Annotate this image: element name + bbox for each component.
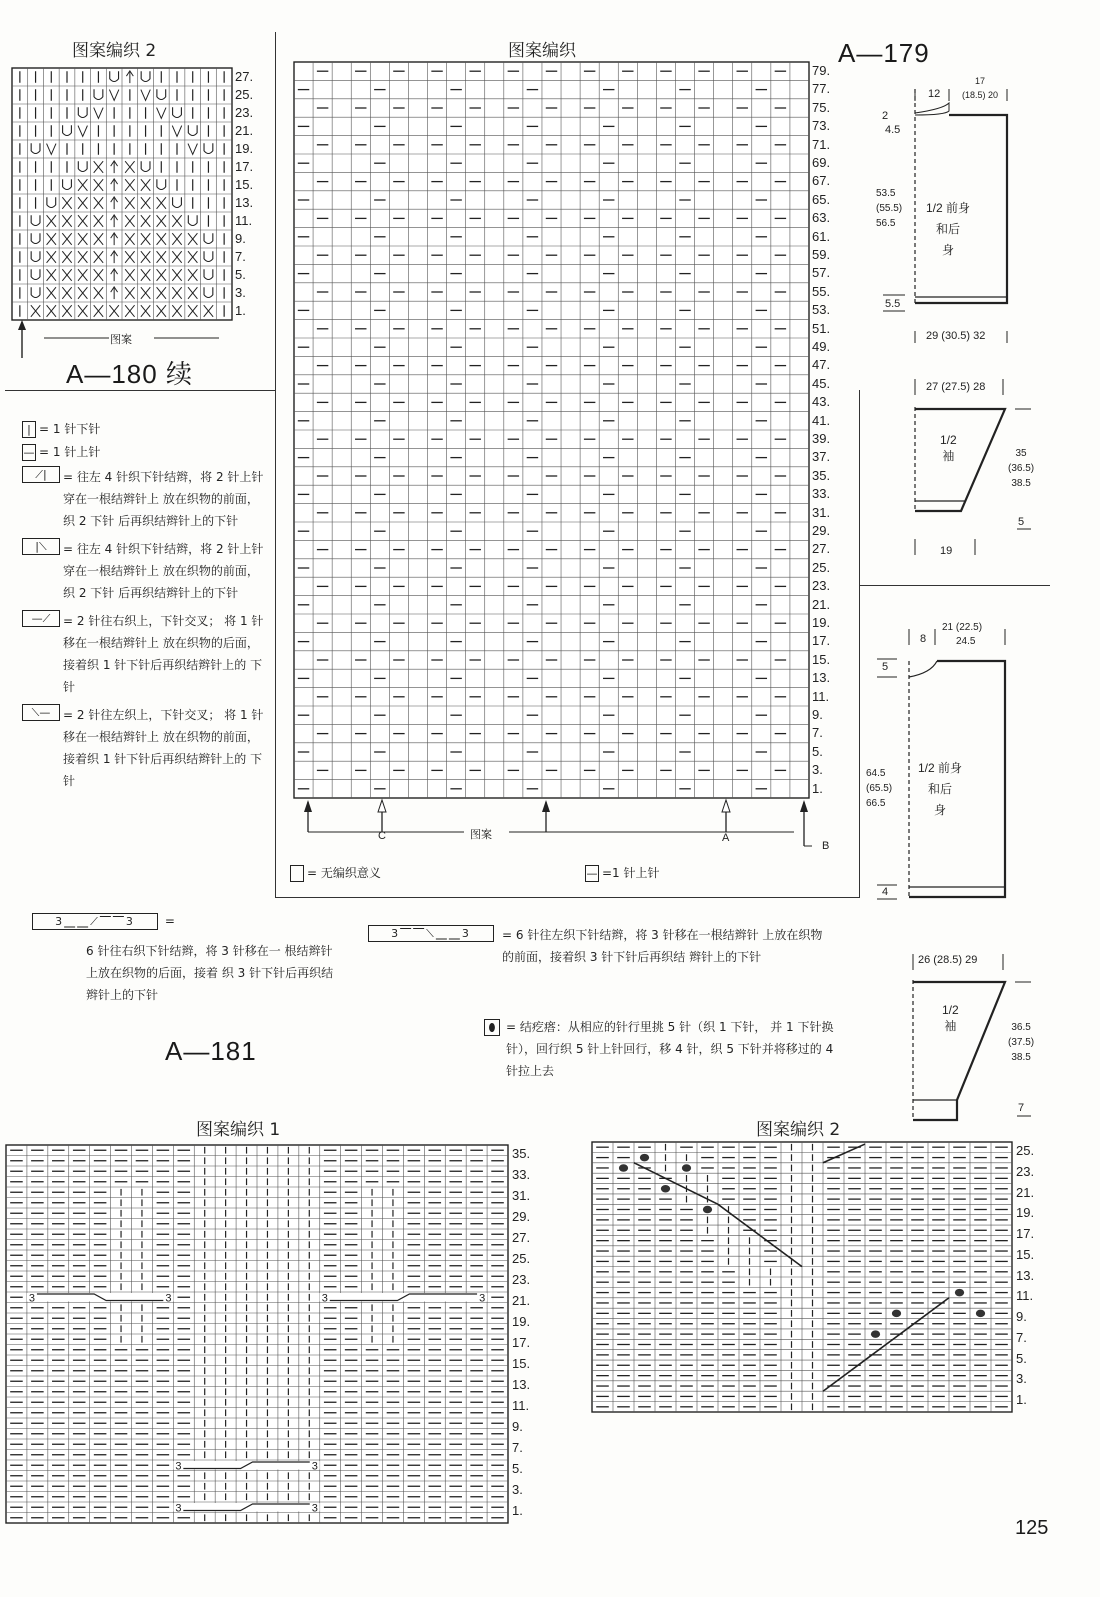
a179-chart-title: 图案编织 <box>508 41 576 61</box>
row-label: 47. <box>812 357 831 373</box>
a179-note-purl: — =1 针上针 <box>586 866 660 880</box>
a179-mark-b: B <box>822 840 830 852</box>
row-label: 27. <box>812 541 831 557</box>
legend-item-cable-left-4b: |⟍ = 往左 4 针织下针结辫，将 2 针上针穿在一根结辫针上 放在织物的前面，织 2 下针 后再织结辫针上的下针 <box>22 538 267 604</box>
row-label: 79. <box>812 63 831 78</box>
row-label: 11. <box>1016 1288 1034 1304</box>
divider-vertical <box>275 32 276 392</box>
purl-symbol-icon: — <box>23 446 35 459</box>
row-label: 39. <box>812 431 831 446</box>
row-label: 65. <box>812 191 831 207</box>
row-label: 33. <box>512 1167 531 1182</box>
row-label: 15. <box>1016 1246 1035 1262</box>
row-label: 25. <box>812 559 831 575</box>
row-label: 15. <box>812 651 831 667</box>
a180-label: A—180 续 <box>66 359 193 389</box>
row-label: 35. <box>512 1146 531 1161</box>
row-label: 45. <box>812 375 831 391</box>
row-label: 17. <box>235 159 254 174</box>
row-label: 1. <box>1016 1392 1027 1408</box>
row-label: 5. <box>1016 1350 1027 1366</box>
row-label: 23. <box>512 1272 531 1287</box>
row-label: 27. <box>235 69 254 84</box>
row-label: 61. <box>812 228 831 244</box>
cross-right-2-icon: —⟋ <box>22 610 60 627</box>
row-label: 5. <box>512 1461 523 1476</box>
schem1-body-text: 1/2 前身 和后 身 <box>926 201 971 257</box>
row-label: 29. <box>512 1209 531 1224</box>
row-label: 7. <box>512 1440 523 1455</box>
row-label: 49. <box>812 339 831 354</box>
schem2-neck: 5 <box>882 661 889 673</box>
schem2-hem: 4 <box>882 886 889 898</box>
row-label: 19. <box>1016 1205 1035 1221</box>
a181-chart1-title: 图案编织 1 <box>196 1120 281 1140</box>
page-number: 125 <box>1015 1517 1049 1539</box>
svg-text:3: 3 <box>479 1292 486 1305</box>
row-label: 11. <box>235 213 253 228</box>
row-label: 71. <box>812 136 831 152</box>
row-label: 17. <box>812 633 831 649</box>
schem2-body-text: 1/2 前身 和后 身 <box>918 761 963 817</box>
cable-left-6-text: = 6 针往左织下针结辫，将 3 针移在一根结辫针 上放在织物的前面，接着织 3 针下针后再织结 辫针上的下针 <box>502 928 823 964</box>
row-label: 57. <box>812 265 831 281</box>
a179-pattern-markers <box>294 798 834 858</box>
row-label: 77. <box>812 81 831 97</box>
svg-text:3: 3 <box>175 1502 182 1515</box>
row-label: 7. <box>235 249 246 264</box>
a180-pattern-label: 图案 <box>110 334 132 346</box>
schem1-top-a: 12 <box>928 88 941 100</box>
bobble-symbol <box>484 1016 503 1039</box>
row-label: 19. <box>235 141 254 156</box>
row-label: 7. <box>812 725 823 741</box>
row-label: 29. <box>812 523 831 538</box>
bobble-text: = 结疙瘩：从相应的针行里挑 5 针（织 1 下针， 并 1 下针换针），回行织 5 针上针回行，移 4 针，织 5 下针并将移过的 4 针拉上去 <box>506 1020 834 1078</box>
row-label: 59. <box>812 247 831 262</box>
legend-item-cross-right-2: —⟋ = 2 针往右织上，下针交叉； 将 1 针移在一根结辫针上 放在织物的后面，接着织 1 针下针后再织结辫针上的 下针 <box>22 610 267 698</box>
schem1-neck-a: 2 <box>882 110 889 122</box>
sleeve2-cuff: 7 <box>1018 1102 1025 1114</box>
cable-left-4-icon: ⟋| <box>22 466 60 483</box>
a179-chart-grid <box>294 62 809 798</box>
row-label: 17. <box>512 1335 531 1350</box>
cross-left-2-icon: ⟍— <box>22 704 60 721</box>
row-label: 33. <box>812 486 831 502</box>
row-label: 13. <box>235 195 254 210</box>
a179-mark-c: C <box>378 830 386 842</box>
knit-symbol-icon: | <box>22 421 36 438</box>
row-label: 13. <box>812 670 831 686</box>
row-label: 31. <box>812 504 831 520</box>
a179-mark-a: A <box>722 832 730 844</box>
row-label: 25. <box>235 87 254 102</box>
row-label: 21. <box>812 596 831 612</box>
cable-right-6-text: 6 针往右织下针结辫，将 3 针移在一 根结辫针上放在织物的后面，接着 织 3 针下针后再织结辫针上的下针 <box>86 944 334 1002</box>
row-label: 21. <box>1016 1184 1035 1200</box>
row-label: 13. <box>512 1377 531 1392</box>
a179-note-empty: = 无编织意义 <box>290 862 381 885</box>
row-label: 19. <box>512 1314 531 1329</box>
row-label: 3. <box>235 285 246 300</box>
legend-item-knit: | = 1 针下针 <box>22 418 267 441</box>
svg-text:3: 3 <box>321 1292 328 1305</box>
sleeve1-top: 27 (27.5) 28 <box>926 381 986 393</box>
row-label: 1. <box>512 1503 523 1518</box>
a180-chart-grid <box>12 68 232 320</box>
row-label: 53. <box>812 302 831 318</box>
row-label: 23. <box>1016 1163 1035 1179</box>
schem1-bottom: 29 (30.5) 32 <box>926 330 986 342</box>
row-label: 55. <box>812 283 831 299</box>
sleeve2-height: 36.5 (37.5) 38.5 <box>1008 1022 1035 1063</box>
row-label: 9. <box>512 1419 523 1434</box>
cable-right-6-icon: 3⎽⎽⟋⎺⎺3 <box>32 913 158 930</box>
schem1-neck-b: 4.5 <box>885 124 901 136</box>
row-label: 5. <box>235 267 246 282</box>
row-label: 15. <box>512 1356 531 1371</box>
schem2-top-b: 21 (22.5) <box>942 622 983 633</box>
row-label: 1. <box>812 780 823 796</box>
legend-item-cross-left-2: ⟍— = 2 针往左织上，下针交叉； 将 1 针移在一根结辫针上 放在织物的前面，接着织 1 针下针后再织结辫针上的 下针 <box>22 704 267 792</box>
svg-text:3: 3 <box>175 1460 182 1473</box>
divider-right <box>860 585 1050 586</box>
row-label: 75. <box>812 99 831 115</box>
cable-right-6-symbol: 3⎽⎽⟋⎺⎺3 = <box>32 910 175 933</box>
row-label: 51. <box>812 320 831 336</box>
row-label: 27. <box>512 1230 531 1245</box>
svg-text:3: 3 <box>311 1502 318 1515</box>
a181-chart2-grid <box>592 1142 1012 1412</box>
svg-text:3: 3 <box>165 1292 172 1305</box>
a181-label: A—181 <box>165 1036 257 1066</box>
row-label: 3. <box>1016 1371 1027 1387</box>
row-label: 9. <box>812 707 823 722</box>
sleeve1-text: 1/2 袖 <box>940 433 957 463</box>
sleeve1-bottom: 19 <box>940 545 953 557</box>
row-label: 25. <box>1016 1143 1035 1158</box>
row-label: 23. <box>235 105 254 120</box>
stitch-legend <box>22 418 267 792</box>
row-label: 31. <box>512 1188 531 1203</box>
row-label: 63. <box>812 210 831 226</box>
row-label: 7. <box>1016 1329 1027 1345</box>
sleeve2-text: 1/2 袖 <box>942 1003 959 1033</box>
row-label: 25. <box>512 1251 531 1266</box>
a179-pattern-label: 图案 <box>470 829 492 841</box>
empty-cell-icon <box>290 865 304 882</box>
row-label: 5. <box>812 743 823 759</box>
a180-chart-title: 图案编织 2 <box>72 41 157 61</box>
row-label: 37. <box>812 449 831 465</box>
row-label: 23. <box>812 578 831 594</box>
row-label: 11. <box>512 1398 530 1413</box>
row-label: 9. <box>235 231 246 246</box>
schem1-hem: 5.5 <box>885 298 901 310</box>
a181-chart2-title: 图案编织 2 <box>756 1120 841 1140</box>
row-label: 43. <box>812 394 831 410</box>
row-label: 15. <box>235 177 254 192</box>
legend-item-purl: — = 1 针上针 <box>23 445 101 459</box>
sleeve2-top: 26 (28.5) 29 <box>918 954 978 966</box>
a181-chart1-grid <box>6 1145 508 1523</box>
row-label: 19. <box>812 615 831 630</box>
row-label: 35. <box>812 467 831 483</box>
row-label: 41. <box>812 412 831 428</box>
divider-top-left <box>5 390 275 391</box>
schem1-height: 53.5 (55.5) 56.5 <box>876 188 903 229</box>
schem1-top-c: (18.5) 20 <box>962 90 999 100</box>
row-label: 17. <box>1016 1226 1035 1242</box>
sleeve1-cuff: 5 <box>1018 516 1025 528</box>
cable-left-6-icon: 3⎺⎺⟍⎽⎽3 <box>368 925 494 942</box>
row-label: 3. <box>812 762 823 778</box>
row-label: 11. <box>812 688 830 704</box>
row-label: 21. <box>512 1293 531 1308</box>
row-label: 69. <box>812 155 831 170</box>
cable-left-4b-icon: |⟍ <box>22 538 60 555</box>
purl-cell-icon: — <box>586 867 598 880</box>
row-label: 73. <box>812 118 831 134</box>
schem1-top-b: 17 <box>975 76 986 86</box>
schem2-top-a: 8 <box>920 633 927 645</box>
a179-label: A—179 <box>838 38 930 68</box>
svg-text:3: 3 <box>28 1292 36 1305</box>
schem2-height: 64.5 (65.5) 66.5 <box>866 768 893 809</box>
legend-item-cable-left-4: ⟋| = 往左 4 针织下针结辫，将 2 针上针穿在一根结辫针上 放在织物的前面，织 2 下针 后再织结辫针上的下针 <box>22 466 267 532</box>
row-label: 1. <box>235 303 246 318</box>
schem2-top-c: 24.5 <box>956 636 976 647</box>
cable-left-6-symbol <box>368 922 497 945</box>
row-label: 3. <box>512 1482 523 1497</box>
row-label: 13. <box>1016 1267 1035 1283</box>
row-label: 21. <box>235 123 254 138</box>
bobble-icon: ⬮ <box>484 1019 500 1036</box>
row-label: 67. <box>812 173 831 189</box>
sleeve1-height: 35 (36.5) 38.5 <box>1008 448 1035 489</box>
svg-text:3: 3 <box>311 1460 318 1473</box>
row-label: 9. <box>1016 1309 1027 1325</box>
